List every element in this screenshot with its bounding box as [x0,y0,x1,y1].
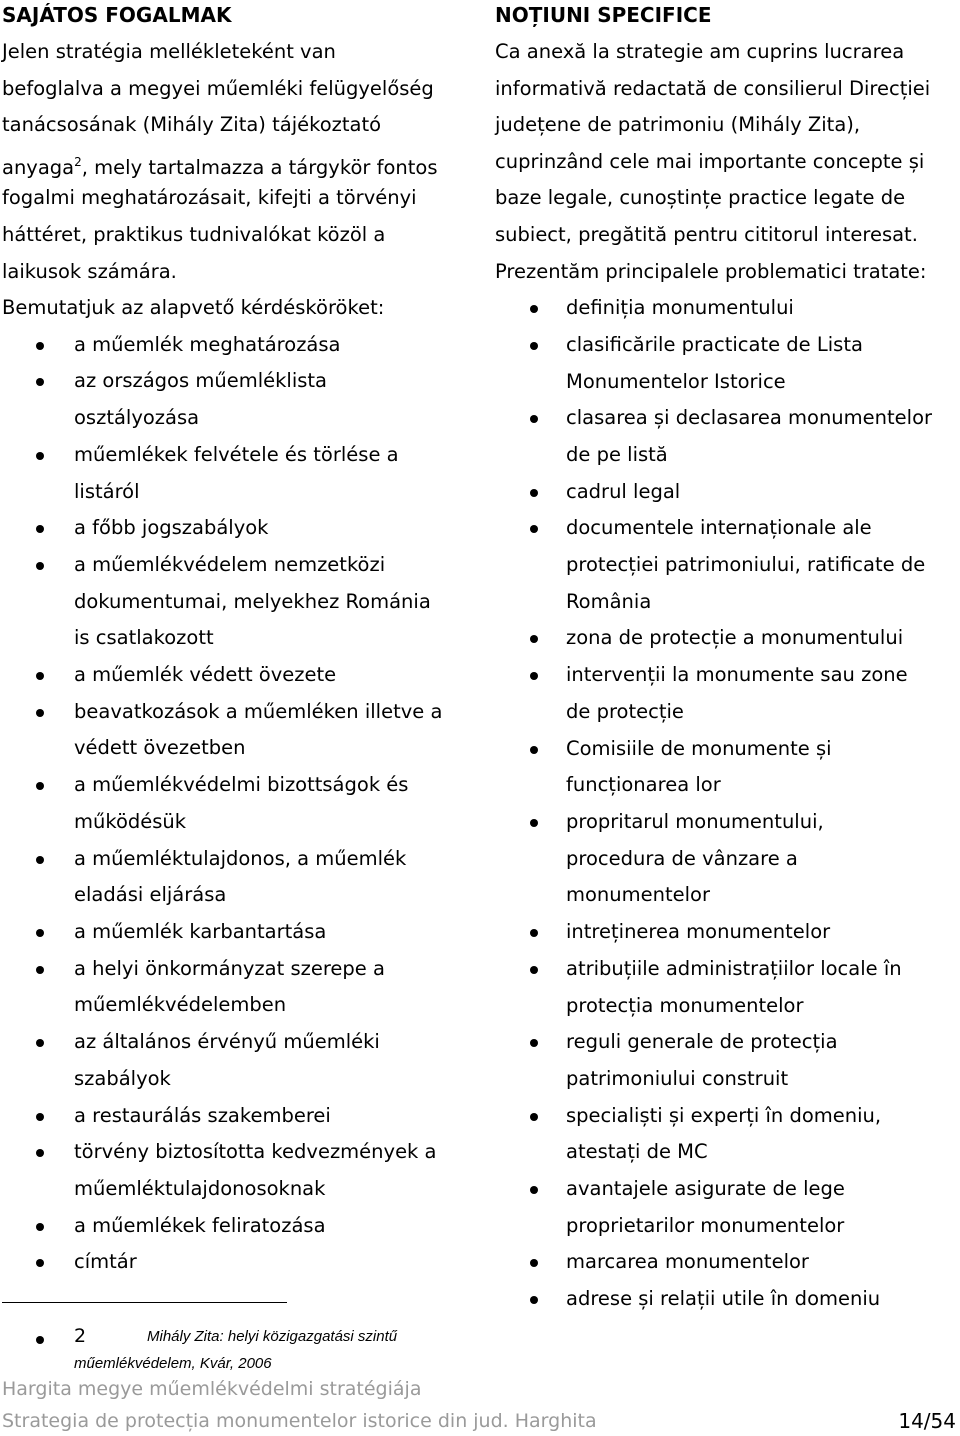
list-item: avantajele asigurate de lege proprietarilor monumentelor [495,1171,957,1244]
bullet-icon [36,782,44,790]
bullet-icon [36,525,44,533]
bullet-icon [36,378,44,386]
list-item [2,510,472,547]
right-intro-line: cuprinzând cele mai importante concepte și [495,149,925,173]
bullet-icon [36,1039,44,1047]
bullet-icon [530,1296,538,1304]
list-item: a műemléktulajdonos, a műemlék eladási eljárása [2,841,472,914]
list-item-text: a műemlékek feliratozása [74,1213,326,1237]
bullet-icon [36,1113,44,1121]
bullet-icon [36,1336,44,1344]
bullet-icon [530,1259,538,1267]
left-intro-line: fogalmi meghatározásait, kifejti a törvényi [2,186,417,210]
list-item-text: intreținerea monumentelor [566,920,831,944]
right-intro [495,34,957,290]
right-intro-line: baze legale, cunoștințe practice legate de [495,186,906,210]
list-item: törvény biztosította kedvezmények a műemléktulajdonosoknak [2,1134,472,1207]
list-item [495,914,957,951]
left-intro-line: háttéret, praktikus tudnivalókat közöl a [2,222,386,246]
bullet-icon [530,819,538,827]
bullet-icon [36,672,44,680]
bullet-icon [530,305,538,313]
left-intro-text: anyaga [2,155,75,179]
list-item: specialiști și experți în domeniu, atestați de MC [495,1098,957,1171]
left-topic-list [2,327,472,1281]
bullet-icon [530,489,538,497]
list-item: propritarul monumentului, procedura de vânzare a monumentelor [495,804,957,914]
list-item-text: a műemlék meghatározása [74,332,341,356]
footnote-number: 2 [74,1325,87,1347]
list-item [495,290,957,327]
list-item [2,1208,472,1245]
right-intro-line: Ca anexă la strategie am cuprins lucrarea [495,40,905,63]
list-item [495,1244,957,1281]
bullet-icon [530,525,538,533]
list-item: clasarea și declasarea monumentelor de pe listă [495,400,957,473]
list-item [495,474,957,511]
left-intro-text: , mely tartalmazza a tárgykör fontos [81,155,438,179]
footer-hungarian-title: Hargita megye műemlékvédelmi stratégiája [2,1378,422,1400]
bullet-icon [530,415,538,423]
list-item-text: a főbb jogszabályok [74,516,269,540]
list-item: a műemlékvédelem nemzetközi dokumentumai, melyekhez Románia is csatlakozott [2,547,472,657]
list-item-text: adrese și relații utile în domeniu [566,1287,881,1311]
list-item-text: zona de protecție a monumentului [566,626,904,650]
list-item [495,620,957,657]
bullet-icon [36,709,44,717]
footnote-separator [2,1302,287,1303]
page-number: 14/54 [898,1409,956,1433]
bullet-icon [36,452,44,460]
list-item [2,327,472,364]
right-column [495,0,957,1318]
footnote-text: Mihály Zita: helyi közigazgatási szintű [147,1328,398,1345]
list-item: Comisiile de monumente și funcționarea lor [495,731,957,804]
list-item-text: cadrul legal [566,479,681,503]
list-item: az országos műemléklista osztályozása [2,363,472,436]
left-intro-line: Jelen stratégia mellékleteként van [2,40,336,63]
list-item-text: a restaurálás szakemberei [74,1103,331,1127]
bullet-icon [36,562,44,570]
bullet-icon [530,1113,538,1121]
left-intro-line-with-footnote-ref [2,144,472,181]
list-item: beavatkozások a műemléken illetve a védett övezetben [2,694,472,767]
right-intro-line: Prezentăm principalele problematici tratate: [495,259,927,283]
bullet-icon [530,635,538,643]
left-column [2,0,472,1281]
bullet-icon [36,966,44,974]
list-item: az általános érvényű műemléki szabályok [2,1024,472,1097]
list-item: reguli generale de protecția patrimoniului construit [495,1024,957,1097]
list-item: atribuțiile administrațiilor locale în protecția monumentelor [495,951,957,1024]
list-item-text: marcarea monumentelor [566,1250,809,1274]
list-item: intervenții la monumente sau zone de protecție [495,657,957,730]
bullet-icon [530,1186,538,1194]
list-item: clasificările practicate de Lista Monumentelor Istorice [495,327,957,400]
bullet-icon [36,1223,44,1231]
bullet-icon [36,1259,44,1267]
right-topic-list [495,290,957,1318]
list-item: a műemlékvédelmi bizottságok és működésük [2,767,472,840]
list-item [2,1244,472,1281]
list-item [495,1281,957,1318]
list-item: a helyi önkormányzat szerepe a műemlékvédelemben [2,951,472,1024]
bullet-icon [530,672,538,680]
left-intro-line: befoglalva a megyei műemléki felügyelőség [2,76,434,100]
bullet-icon [530,1039,538,1047]
right-heading: NOȚIUNI SPECIFICE [495,3,712,27]
left-intro [2,34,472,327]
list-item: documentele internaționale ale protecției patrimoniului, ratificate de România [495,510,957,620]
bullet-icon [530,966,538,974]
list-item: műemlékek felvétele és törlése a listáról [2,437,472,510]
bullet-icon [36,342,44,350]
list-item-text: a műemlék védett övezete [74,663,337,687]
list-item [2,914,472,951]
bullet-icon [36,929,44,937]
left-intro-line: Bemutatjuk az alapvető kérdésköröket: [2,296,385,320]
footer-romanian-title: Strategia de protecția monumentelor istorice din jud. Harghita [2,1410,597,1432]
footnote-reference[interactable]: 2 [74,154,82,169]
bullet-icon [36,1149,44,1157]
bullet-icon [530,342,538,350]
left-intro-line: laikusok számára. [2,259,177,283]
list-item-text: a műemlék karbantartása [74,920,327,943]
right-intro-line: subiect, pregătită pentru cititorul interesat. [495,222,918,246]
list-item-text: címtár [74,1250,137,1274]
list-item [2,657,472,694]
list-item [2,1098,472,1135]
left-intro-line: tanácsosának (Mihály Zita) tájékoztató [2,113,382,137]
right-intro-line: informativă redactată de consilierul Direcției [495,76,931,100]
bullet-icon [530,929,538,937]
left-heading: SAJÁTOS FOGALMAK [2,3,232,27]
list-item-text: definiția monumentului [566,296,794,320]
bullet-icon [36,856,44,864]
bullet-icon [530,746,538,754]
footnote-text: műemlékvédelem, Kvár, 2006 [74,1355,272,1372]
right-intro-line: județene de patrimoniu (Mihály Zita), [495,113,861,137]
